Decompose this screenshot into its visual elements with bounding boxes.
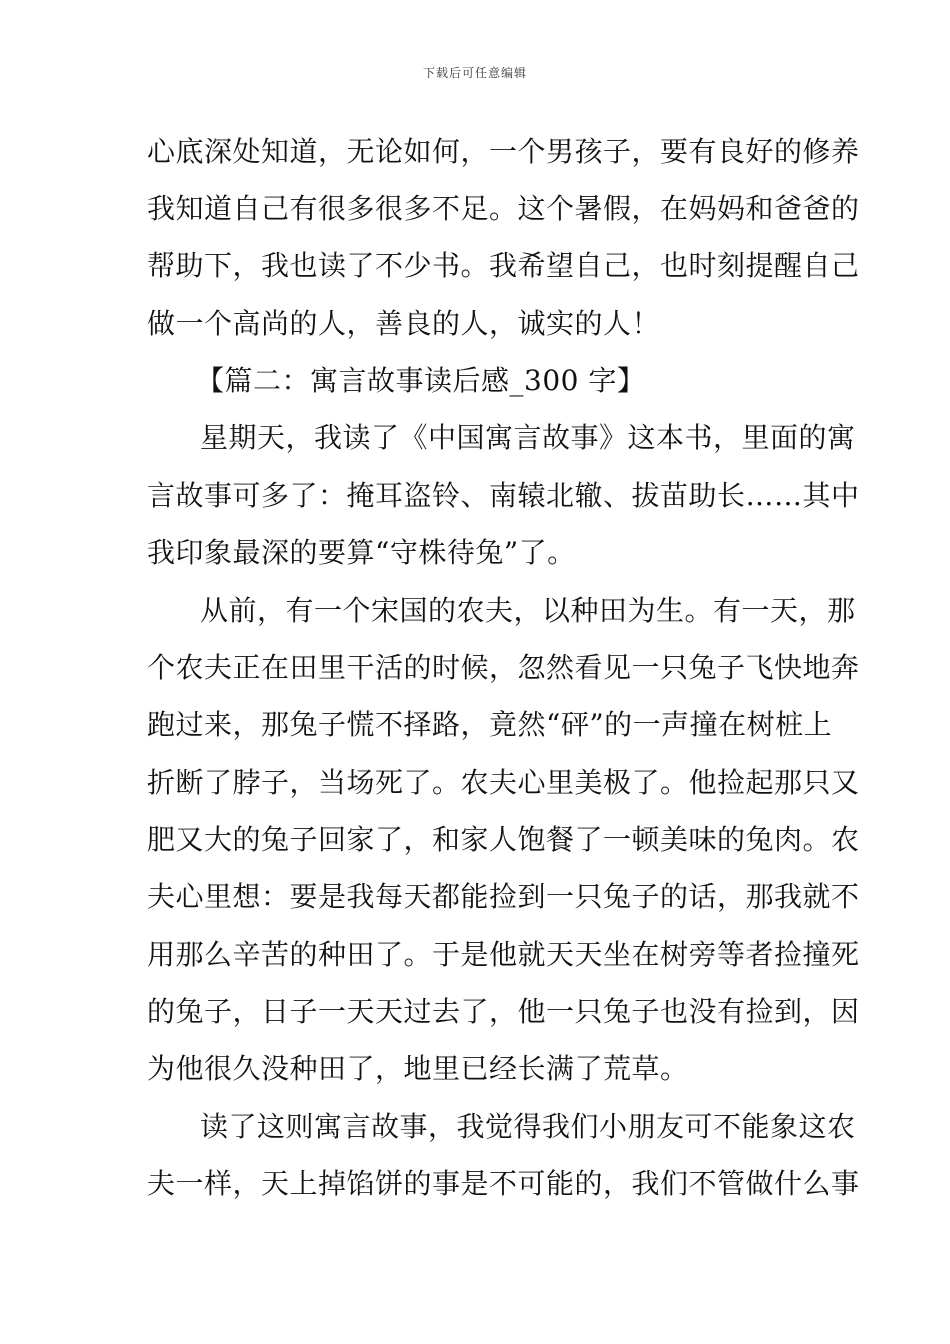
body-line: 用那么辛苦的种田了。于是他就天天坐在树旁等者捡撞死 (147, 938, 860, 971)
body-line: 我印象最深的要算“守株待兔”了。 (147, 536, 576, 569)
body-line: 夫心里想：要是我每天都能捡到一只兔子的话，那我就不 (147, 880, 860, 913)
paragraph-first-line: 从前，有一个宋国的农夫，以种田为生。有一天，那 (200, 594, 856, 627)
body-line: 夫一样，天上掉馅饼的事是不可能的，我们不管做什么事 (147, 1167, 860, 1200)
body-line: 的兔子，日子一天天过去了，他一只兔子也没有捡到，因 (147, 995, 860, 1028)
body-line: 我知道自己有很多很多不足。这个暑假，在妈妈和爸爸的 (147, 192, 860, 225)
body-line: 帮助下，我也读了不少书。我希望自己，也时刻提醒自己 (147, 249, 860, 282)
paragraph-first-line: 星期天，我读了《中国寓言故事》这本书，里面的寓 (200, 421, 856, 454)
section-heading: 【篇二：寓言故事读后感_300 字】 (196, 364, 646, 397)
body-line: 为他很久没种田了，地里已经长满了荒草。 (147, 1052, 689, 1085)
body-line: 跑过来，那兔子慌不择路，竟然“砰”的一声撞在树桩上 (147, 708, 833, 741)
page-header: 下载后可任意编辑 (422, 66, 527, 80)
body-line: 个农夫正在田里干活的时候，忽然看见一只兔子飞快地奔 (147, 651, 860, 684)
body-line: 折断了脖子，当场死了。农夫心里美极了。他捡起那只又 (147, 766, 860, 799)
body-line: 心底深处知道，无论如何，一个男孩子，要有良好的修养 (147, 135, 860, 168)
body-line: 做一个高尚的人，善良的人，诚实的人！ (147, 307, 661, 340)
paragraph-first-line: 读了这则寓言故事，我觉得我们小朋友可不能象这农 (200, 1110, 856, 1143)
body-line: 言故事可多了：掩耳盗铃、南辕北辙、拔苗助长……其中 (147, 479, 860, 512)
body-line: 肥又大的兔子回家了，和家人饱餐了一顿美味的兔肉。农 (147, 823, 860, 856)
